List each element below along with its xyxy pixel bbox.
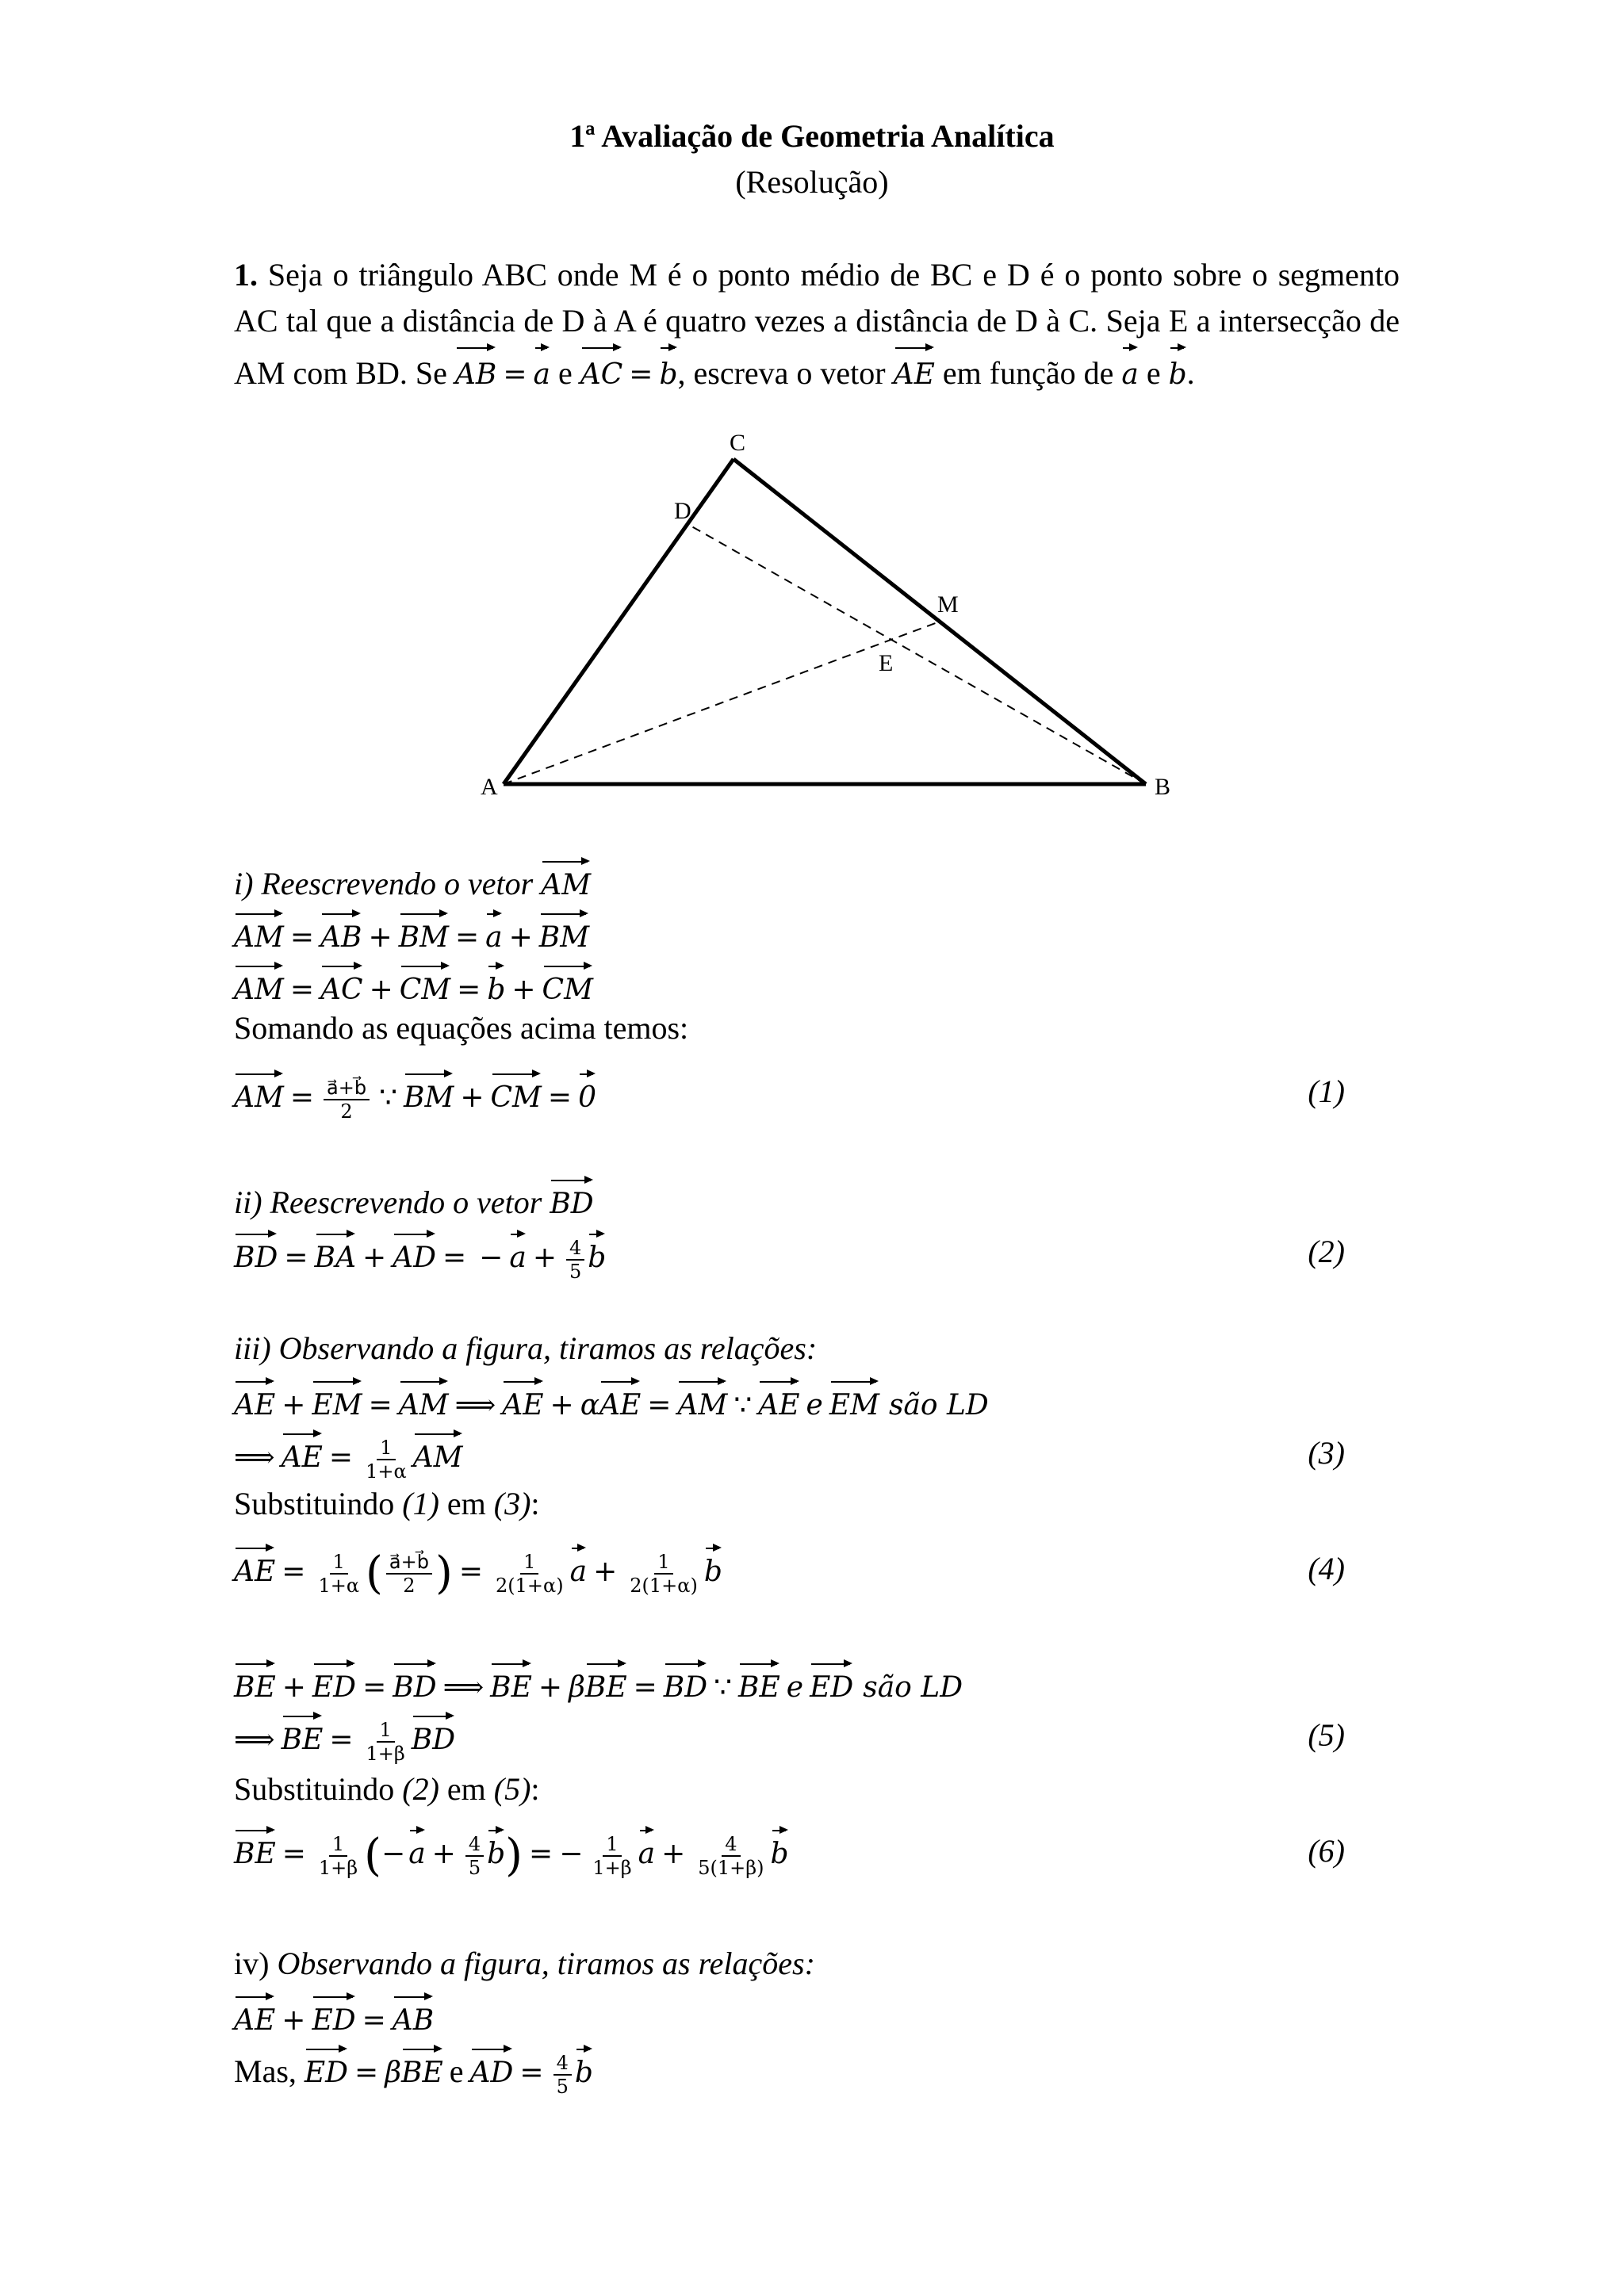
document-title: 1ª Avaliação de Geometria Analítica bbox=[569, 118, 1055, 154]
step-iv-heading: iv) Observando a figura, tiramos as relações: bbox=[234, 1946, 815, 1981]
step-i-heading: i) Reescrevendo o vetor AM bbox=[234, 858, 1344, 905]
equation-number-1: (1) bbox=[1308, 1073, 1345, 1109]
substitute-2-in-5: Substituindo (2) em (5): bbox=[234, 1771, 540, 1807]
relation-be-ed: BE + ED = BD ⟹ BE + βBE = BD ∵ BE e ED são LD bbox=[234, 1660, 1344, 1708]
triangle-figure bbox=[468, 428, 1182, 809]
vector-ac: AC bbox=[580, 344, 623, 398]
problem-number: 1. bbox=[234, 257, 258, 293]
label-d: D bbox=[674, 498, 691, 524]
equation-number-2: (2) bbox=[1308, 1234, 1345, 1269]
vector-ab: AB bbox=[455, 344, 496, 398]
equation-1: AM = $\frac{a⃗+b⃗}{2}$ ∵ BM + CM = 0 bbox=[234, 1070, 1344, 1123]
equation-am-ac: AM = AC + CM = b + CM bbox=[234, 962, 1344, 1010]
sum-text: Somando as equações acima temos: bbox=[234, 1010, 689, 1046]
substitute-1-in-3: Substituindo (1) em (3): bbox=[234, 1486, 540, 1521]
label-e: E bbox=[879, 650, 894, 676]
equation-4: AE = $\frac{1}{1+\alpha}$ ( $\frac{a⃗+b⃗}{2}$ ) = $\frac{1}{2(1+\alpha)}$ a + $\frac{1}{2(1+\alpha)}$ b bbox=[234, 1544, 1344, 1597]
label-a: A bbox=[481, 774, 498, 800]
equation-6: BE = $\frac{1}{1+\beta}$ (− a + $\frac{4}{5}$ b) = − $\frac{1}{1+\beta}$ a + $\frac{4}{5(1+\beta)}$ b bbox=[234, 1827, 1344, 1879]
equation-3: ⟹ AE = $\frac{1}{1+\alpha}$ AM bbox=[234, 1430, 1344, 1483]
document-subtitle: (Resolução) bbox=[735, 164, 889, 200]
equation-number-3: (3) bbox=[1308, 1435, 1345, 1471]
vector-ae: AE bbox=[894, 344, 935, 398]
side-ac bbox=[504, 459, 733, 784]
segment-bd bbox=[688, 524, 1146, 784]
equation-mas: Mas, ED = βBE e AD = $\frac{4}{5}$ b bbox=[234, 2045, 1344, 2098]
relation-ae-em: AE + EM = AM ⟹ AE + αAE = AM ∵ AE e EM são LD bbox=[234, 1378, 1344, 1425]
segment-am bbox=[504, 622, 940, 784]
equation-number-6: (6) bbox=[1308, 1833, 1345, 1869]
vector-a: a bbox=[534, 344, 550, 398]
equation-ae-ed-ab: AE + ED = AB bbox=[234, 1993, 1344, 2041]
problem-statement: 1. Seja o triângulo ABC onde M é o ponto médio de BC e D é o ponto sobre o segmento AC tal que a distância de D à A é quatro vezes a distância de D à C. Seja E a intersecção de AM com BD. Se AB = a e AC = b, escreva o vetor AE em função de a e b. bbox=[234, 252, 1400, 398]
problem-text: Seja o triângulo ABC onde M é o ponto médio de BC e D é o ponto sobre o segmento AC tal que a distância de D à A é quatro vezes a distância de D à C. Seja E a intersecção de AM com BD. Se bbox=[234, 257, 1400, 391]
equation-5: ⟹ BE = $\frac{1}{1+\beta}$ BD bbox=[234, 1712, 1344, 1765]
step-ii-heading: ii) Reescrevendo o vetor BD bbox=[234, 1177, 1344, 1224]
equation-number-5: (5) bbox=[1308, 1717, 1345, 1753]
equation-number-4: (4) bbox=[1308, 1551, 1345, 1586]
label-c: C bbox=[730, 430, 746, 456]
step-iii-heading: iii) Observando a figura, tiramos as relações: bbox=[234, 1330, 818, 1366]
equation-2: BD = BA + AD = − a + $\frac{4}{5}$ b bbox=[234, 1230, 1344, 1283]
vector-b: b bbox=[659, 344, 677, 398]
equation-am-ab: AM = AB + BM = a + BM bbox=[234, 910, 1344, 958]
label-m: M bbox=[937, 591, 959, 618]
label-b: B bbox=[1155, 774, 1171, 800]
